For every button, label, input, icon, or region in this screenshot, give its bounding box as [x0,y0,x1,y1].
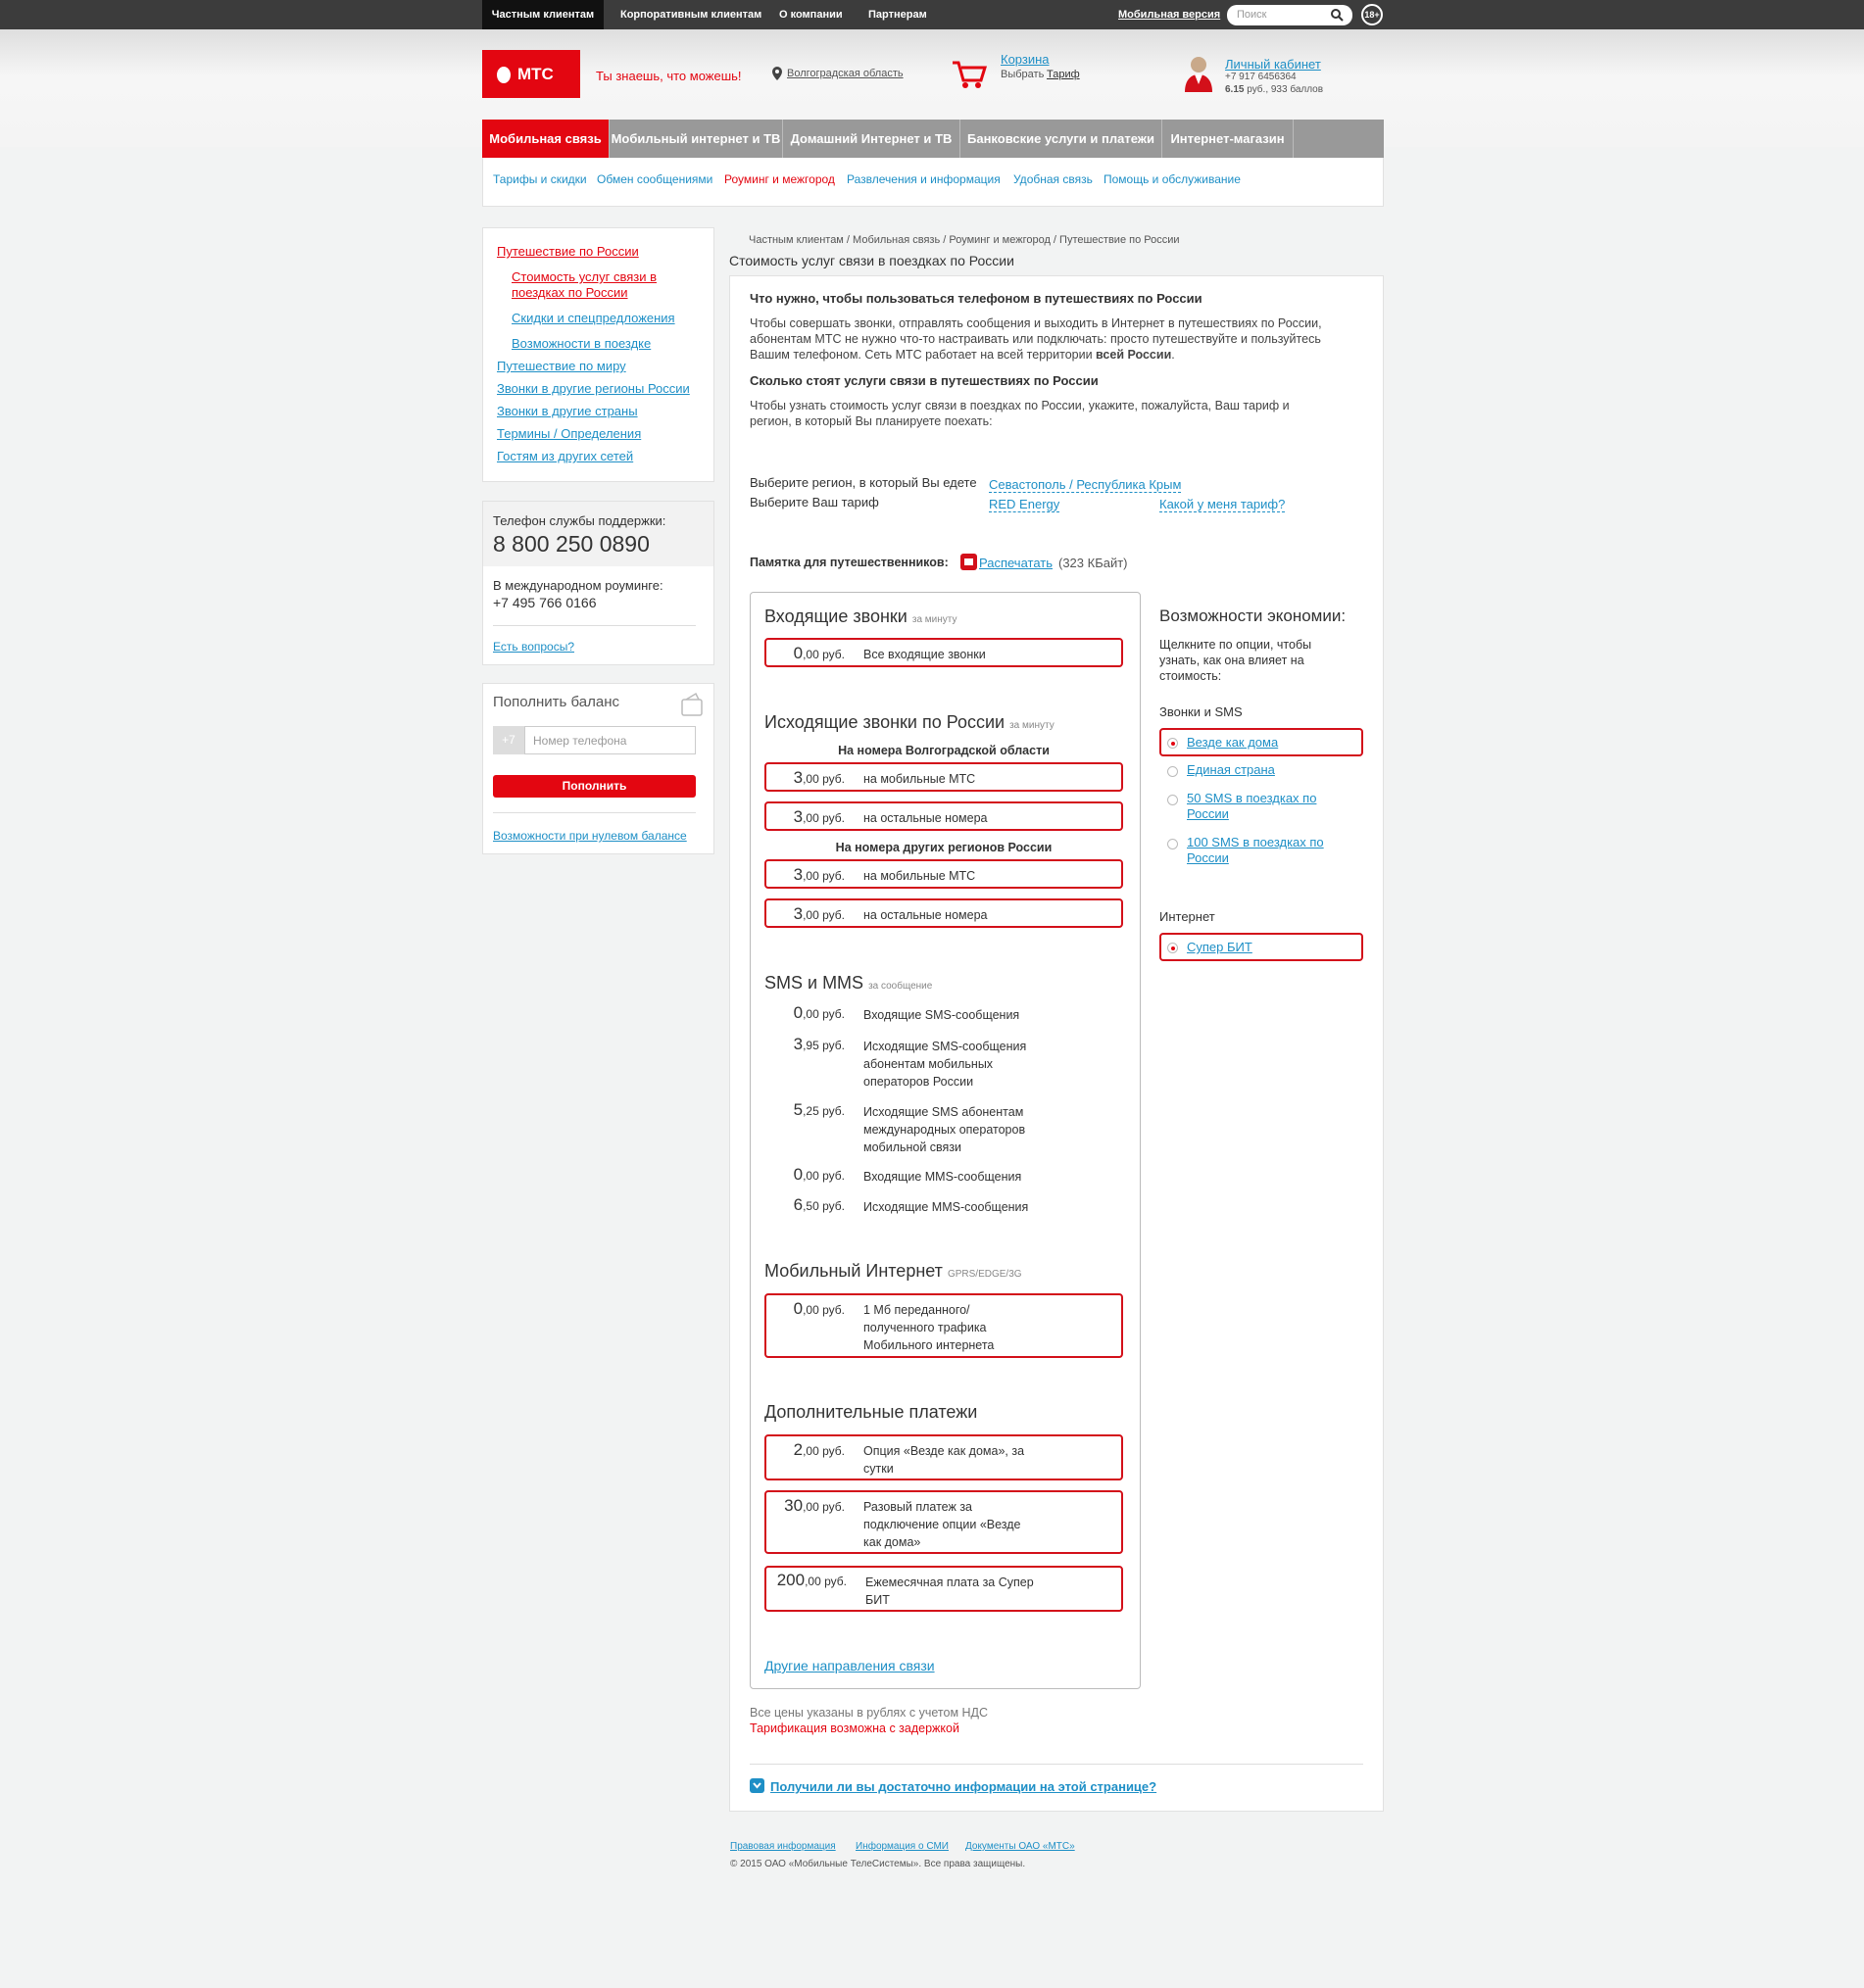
breadcrumb-item[interactable]: Мобильная связь [853,234,941,246]
memo-label: Памятка для путешественников: [750,556,949,569]
internet-heading: Мобильный Интернет GPRS/EDGE/3G [764,1261,1022,1281]
cost-paragraph: Чтобы узнать стоимость услуг связи в поездках по России, укажите, пожалуйста, Ваш тариф и регион, в который Вы планируете поехать: [750,399,1290,428]
vat-note: Все цены указаны в рублях с учетом НДС [750,1706,989,1720]
age-badge: 18+ [1361,4,1383,25]
account-link[interactable]: Личный кабинет [1225,57,1321,72]
cart-tariff-link[interactable]: Тариф [1047,69,1080,80]
subnav-help[interactable]: Помощь и обслуживание [1104,172,1241,186]
price-value: 0,00 руб. [793,1299,845,1318]
search-box[interactable] [1227,5,1352,25]
search-input[interactable]: Поиск [1237,9,1267,21]
radio-icon[interactable] [1167,839,1178,849]
subnav-tariffs[interactable]: Тарифы и скидки [493,172,587,186]
price-row [764,898,1123,928]
price-value: 0,00 руб. [793,1003,845,1022]
main-nav [482,120,1384,158]
incoming-heading: Входящие звонки за минуту [764,606,957,626]
topup-title: Пополнить баланс [493,694,619,710]
tab-partners[interactable]: Партнерам [868,9,927,21]
cart-link[interactable]: Корзина [1001,52,1050,67]
option-one-country[interactable]: Единая страна [1187,762,1275,777]
subnav-roaming[interactable]: Роуминг и межгород [724,172,835,186]
radio-icon[interactable] [1167,795,1178,805]
subnav-convenient[interactable]: Удобная связь [1013,172,1093,186]
price-row [764,638,1123,667]
option-100-sms[interactable]: 100 SMS в поездках по России [1187,835,1324,865]
pdf-icon[interactable] [960,554,977,570]
subnav-messaging[interactable]: Обмен сообщениями [597,172,713,186]
sidebar-item-countries[interactable]: Звонки в другие страны [497,404,638,418]
region-link[interactable]: Волгоградская область [787,68,904,79]
price-desc: Входящие MMS-сообщения [863,1170,1022,1184]
price-row [764,859,1123,889]
radio-icon[interactable] [1167,943,1178,953]
price-desc: Опция «Везде как дома», за сутки [863,1444,1025,1476]
page-title: Стоимость услуг связи в поездках по России [729,253,1014,268]
sidebar-item-options[interactable]: Возможности в поездке [512,336,652,351]
breadcrumb-item: Путешествие по России [1059,234,1180,246]
price-value: 30,00 руб. [784,1496,845,1515]
price-desc: 1 Мб переданного/ полученного трафика Мобильного интернета [863,1303,995,1352]
price-desc: Исходящие MMS-сообщения [863,1200,1029,1214]
support-label: Телефон службы поддержки: [493,513,666,528]
tariff-select[interactable]: RED Energy [989,497,1060,511]
memo-size: (323 КБайт) [1058,556,1128,570]
cost-heading: Сколько стоят услуги связи в путешествиях по России [750,373,1099,388]
feedback-link[interactable]: Получили ли вы достаточно информации на этой странице? [770,1779,1157,1794]
sidebar-item-world[interactable]: Путешествие по миру [497,359,626,373]
account-phone: +7 917 6456364 [1225,72,1297,82]
breadcrumb-item[interactable]: Роуминг и межгород [949,234,1051,246]
price-value: 0,00 руб. [793,644,845,662]
price-desc: Ежемесячная плата за Супер БИТ [865,1576,1034,1607]
footer-link-docs[interactable]: Документы ОАО «МТС» [965,1841,1075,1852]
price-desc: на мобильные МТС [863,869,976,883]
other-directions-link[interactable]: Другие направления связи [764,1658,935,1673]
footer-link-media[interactable]: Информация о СМИ [856,1841,949,1852]
tab-private[interactable]: Частным клиентам [482,0,604,29]
sidebar-item-russia[interactable]: Путешествие по России [497,244,639,259]
nav-mobile-internet[interactable]: Мобильный интернет и ТВ [610,120,783,158]
wallet-icon [681,692,703,717]
tab-company[interactable]: О компании [779,9,843,21]
logo-text: МТС [517,65,554,83]
price-desc: Все входящие звонки [863,648,986,661]
price-desc: Разовый платеж за подключение опции «Везде как дома» [863,1500,1021,1549]
price-value: 2,00 руб. [793,1440,845,1459]
breadcrumb-item[interactable]: Частным клиентам [749,234,844,246]
sidebar-item-terms[interactable]: Термины / Определения [497,426,642,441]
internet-label: Интернет [1159,909,1215,924]
price-value: 3,95 руб. [793,1035,845,1053]
intro-paragraph: Чтобы совершать звонки, отправлять сообщения и выходить в Интернет в путешествиях по России, абонентам МТС не нужно что-то настраивать или подключать: просто путешествуйте и пользуйтесь Вашим телефоном. Сеть МТС работает на всей территории всей России. [750,316,1322,362]
print-link[interactable]: Распечатать [979,556,1054,570]
expand-icon[interactable] [750,1778,764,1793]
roaming-label: В международном роуминге: [493,578,663,593]
support-box [482,501,714,665]
topup-box [482,683,714,854]
nav-home-internet[interactable]: Домашний Интернет и ТВ [783,120,960,158]
outgoing-heading: Исходящие звонки по России за минуту [764,712,1055,732]
breadcrumb: Частным клиентам / Мобильная связь / Роуминг и межгород / Путешествие по России [749,234,1180,246]
slogan: Ты знаешь, что можешь! [596,69,742,83]
mobile-version-link[interactable]: Мобильная версия [1118,9,1221,21]
sidebar-item-discounts[interactable]: Скидки и спецпредложения [512,311,675,325]
tab-corporate[interactable]: Корпоративным клиентам [620,9,762,21]
cart-sub: Выбрать [1001,69,1045,80]
account-balance: 6.15 руб., 933 баллов [1225,84,1324,95]
savings-heading: Возможности экономии: [1159,606,1347,625]
price-row [764,1293,1123,1358]
top-bar [0,0,1864,29]
price-desc: на мобильные МТС [863,772,976,786]
footer-link-legal[interactable]: Правовая информация [730,1841,836,1852]
price-value: 0,00 руб. [793,1165,845,1184]
divider [750,1764,1363,1765]
radio-icon[interactable] [1167,738,1178,749]
delay-note: Тарификация возможна с задержкой [750,1721,959,1735]
price-desc: Исходящие SMS-сообщения абонентам мобильных операторов России [863,1040,1027,1089]
price-row [764,1566,1123,1612]
out-group2-label: На номера других регионов России [835,841,1053,854]
region-select[interactable]: Севастополь / Республика Крым [989,477,1182,492]
savings-hint: Щелкните по опции, чтобы узнать, как она влияет на стоимость: [1159,638,1312,683]
price-desc: на остальные номера [863,908,988,922]
intro-heading: Что нужно, чтобы пользоваться телефоном в путешествиях по России [750,291,1202,306]
cart-icon[interactable] [951,59,988,90]
radio-icon[interactable] [1167,766,1178,777]
phone-input[interactable] [524,726,696,754]
sub-nav [482,158,1384,207]
footer-copyright: © 2015 ОАО «Мобильные ТелеСистемы». Все права защищены. [730,1859,1026,1869]
option-super-bit[interactable]: Супер БИТ [1187,940,1252,954]
which-tariff-link[interactable]: Какой у меня тариф? [1159,497,1286,511]
nav-shop[interactable]: Интернет-магазин [1162,120,1294,158]
nav-banking[interactable]: Банковские услуги и платежи [960,120,1162,158]
price-value: 3,00 руб. [793,865,845,884]
price-row [764,1434,1123,1480]
price-desc: на остальные номера [863,811,988,825]
phone-input-placeholder: Номер телефона [533,734,627,748]
option-everywhere-home[interactable]: Везде как дома [1187,735,1279,750]
region-select-label: Выберите регион, в который Вы едете [750,475,977,490]
price-row [764,762,1123,792]
divider [493,812,696,813]
phone-prefix: +7 [493,726,524,754]
mts-logo[interactable] [482,50,580,98]
price-desc: Исходящие SMS абонентам международных операторов мобильной связи [863,1105,1026,1154]
search-icon[interactable] [1331,9,1344,22]
avatar-icon[interactable] [1183,55,1214,92]
price-row [764,801,1123,831]
tariff-select-label: Выберите Ваш тариф [750,495,879,509]
location-pin-icon [772,67,782,80]
sidebar-item-guests[interactable]: Гостям из других сетей [497,449,634,463]
calls-sms-label: Звонки и SMS [1159,704,1243,719]
sidebar-menu [482,227,714,482]
price-value: 3,00 руб. [793,904,845,923]
sidebar-item-cost[interactable]: Стоимость услуг связи в поездках по России [512,269,658,300]
price-desc: Входящие SMS-сообщения [863,1008,1020,1022]
price-value: 5,25 руб. [793,1100,845,1119]
price-value: 200,00 руб. [776,1571,847,1589]
subnav-entertainment[interactable]: Развлечения и информация [847,172,1001,186]
extra-heading: Дополнительные платежи [764,1402,978,1422]
price-value: 3,00 руб. [793,768,845,787]
egg-icon [497,67,511,83]
out-group1-label: На номера Волгоградской области [838,744,1050,757]
sms-heading: SMS и MMS за сообщение [764,973,933,993]
price-value: 6,50 руб. [793,1195,845,1214]
support-phone: 8 800 250 0890 [493,531,650,557]
roaming-phone: +7 495 766 0166 [493,595,597,610]
price-row [764,1490,1123,1554]
divider [493,625,696,626]
questions-link[interactable]: Есть вопросы? [493,640,575,654]
sidebar-item-regions[interactable]: Звонки в другие регионы России [497,381,690,396]
topup-button[interactable]: Пополнить [493,775,696,798]
nav-mobile[interactable]: Мобильная связь [482,120,610,158]
zero-balance-link[interactable]: Возможности при нулевом балансе [493,829,687,843]
price-value: 3,00 руб. [793,807,845,826]
option-50-sms[interactable]: 50 SMS в поездках по России [1187,791,1317,821]
